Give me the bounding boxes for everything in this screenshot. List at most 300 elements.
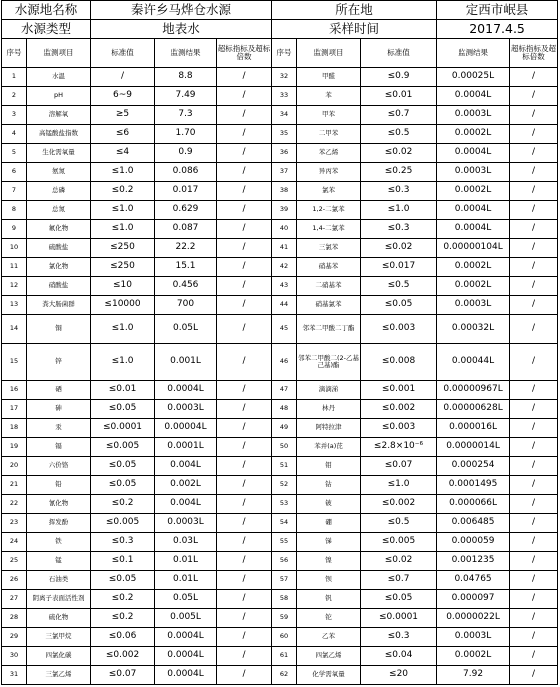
table-row (2, 571, 558, 590)
row-no: 41 (272, 239, 297, 258)
exceed-value: / (510, 68, 558, 87)
item-name: 总磷 (27, 182, 91, 201)
standard-value: ≤0.5 (361, 514, 437, 533)
standard-value: ≤0.3 (361, 182, 437, 201)
standard-value: ≤0.05 (91, 571, 155, 590)
table-row (2, 106, 558, 125)
standard-value: ≤1.0 (91, 344, 155, 381)
item-name: 高锰酸盐指数 (27, 125, 91, 144)
result-value: 0.00004L (155, 419, 217, 438)
result-value: 0.0003L (155, 514, 217, 533)
result-value: 0.0003L (155, 400, 217, 419)
col-header-exceed-2: 超标指标及超标倍数 (510, 39, 558, 68)
row-no: 12 (2, 277, 27, 296)
row-no: 33 (272, 87, 297, 106)
col-header-result-2: 监测结果 (437, 39, 510, 68)
item-name: 水温 (27, 68, 91, 87)
row-no: 32 (272, 68, 297, 87)
row-no: 6 (2, 163, 27, 182)
item-name: 滴滴涕 (297, 381, 361, 400)
result-value: 0.0002L (437, 258, 510, 277)
standard-value: ≤0.2 (91, 495, 155, 514)
table-row (2, 144, 558, 163)
item-name: 钴 (297, 476, 361, 495)
row-no: 58 (272, 590, 297, 609)
exceed-value: / (510, 277, 558, 296)
item-name: 锌 (27, 344, 91, 381)
standard-value: ≤250 (91, 258, 155, 277)
exceed-value: / (510, 258, 558, 277)
item-name: 四氯化碳 (27, 647, 91, 666)
standard-value: ≤1.0 (361, 201, 437, 220)
row-no: 36 (272, 144, 297, 163)
table-row (2, 277, 558, 296)
standard-value: ≤0.5 (361, 125, 437, 144)
item-name: 硫化物 (27, 609, 91, 628)
standard-value: ≤1.0 (361, 476, 437, 495)
row-no: 56 (272, 552, 297, 571)
col-header-item: 监测项目 (27, 39, 91, 68)
header-row-1 (2, 1, 558, 20)
row-no: 37 (272, 163, 297, 182)
exceed-value: / (510, 647, 558, 666)
row-no: 26 (2, 571, 27, 590)
standard-value: ≤1.0 (91, 163, 155, 182)
header-row-2 (2, 20, 558, 39)
standard-value: ≤0.002 (91, 647, 155, 666)
standard-value: ≤0.0001 (91, 419, 155, 438)
result-value: 0.0002L (437, 647, 510, 666)
item-name: 石油类 (27, 571, 91, 590)
result-value: 0.0002L (437, 125, 510, 144)
exceed-value: / (217, 144, 272, 163)
exceed-value: / (217, 476, 272, 495)
row-no: 15 (2, 344, 27, 381)
source-name-label: 水源地名称 (2, 1, 91, 20)
row-no: 51 (272, 457, 297, 476)
item-name: 汞 (27, 419, 91, 438)
row-no: 29 (2, 628, 27, 647)
row-no: 35 (272, 125, 297, 144)
result-value: 0.001L (155, 344, 217, 381)
item-name: 锰 (27, 552, 91, 571)
result-value: 0.00000967L (437, 381, 510, 400)
item-name: pH (27, 87, 91, 106)
standard-value: ≥5 (91, 106, 155, 125)
exceed-value: / (217, 438, 272, 457)
standard-value: ≤0.02 (361, 144, 437, 163)
table-row (2, 182, 558, 201)
exceed-value: / (217, 419, 272, 438)
item-name: 阿特拉津 (297, 419, 361, 438)
row-no: 4 (2, 125, 27, 144)
standard-value: ≤0.002 (361, 495, 437, 514)
table-row (2, 495, 558, 514)
result-value: 0.000066L (437, 495, 510, 514)
item-name: 硝酸盐 (27, 277, 91, 296)
row-no: 49 (272, 419, 297, 438)
exceed-value: / (510, 571, 558, 590)
standard-value: ≤0.06 (91, 628, 155, 647)
result-value: 0.0000022L (437, 609, 510, 628)
result-value: 0.0004L (155, 647, 217, 666)
item-name: 钡 (297, 571, 361, 590)
exceed-value: / (510, 666, 558, 685)
exceed-value: / (217, 457, 272, 476)
table-row (2, 533, 558, 552)
item-name: 二甲苯 (297, 125, 361, 144)
result-value: 0.03L (155, 533, 217, 552)
standard-value: ≤0.01 (91, 381, 155, 400)
item-name: 硫酸盐 (27, 239, 91, 258)
exceed-value: / (217, 666, 272, 685)
item-name: 乙苯 (297, 628, 361, 647)
row-no: 44 (272, 296, 297, 315)
item-name: 三氯苯 (297, 239, 361, 258)
exceed-value: / (510, 106, 558, 125)
exceed-value: / (510, 144, 558, 163)
item-name: 铍 (297, 495, 361, 514)
row-no: 24 (2, 533, 27, 552)
standard-value: / (91, 68, 155, 87)
row-no: 45 (272, 315, 297, 344)
row-no: 48 (272, 400, 297, 419)
table-row (2, 609, 558, 628)
item-name: 钼 (297, 457, 361, 476)
standard-value: ≤0.2 (91, 590, 155, 609)
item-name: 氟化物 (27, 220, 91, 239)
row-no: 61 (272, 647, 297, 666)
standard-value: ≤0.9 (361, 68, 437, 87)
exceed-value: / (217, 400, 272, 419)
standard-value: ≤0.5 (361, 277, 437, 296)
col-header-no: 序号 (2, 39, 27, 68)
result-value: 0.000254 (437, 457, 510, 476)
standard-value: ≤6 (91, 125, 155, 144)
table-row (2, 457, 558, 476)
row-no: 55 (272, 533, 297, 552)
exceed-value: / (217, 552, 272, 571)
result-value: 0.00032L (437, 315, 510, 344)
result-value: 7.49 (155, 87, 217, 106)
col-header-standard: 标准值 (91, 39, 155, 68)
exceed-value: / (510, 476, 558, 495)
result-value: 0.004L (155, 457, 217, 476)
table-row (2, 220, 558, 239)
exceed-value: / (510, 533, 558, 552)
row-no: 14 (2, 315, 27, 344)
result-value: 0.0004L (437, 87, 510, 106)
standard-value: ≤0.017 (361, 258, 437, 277)
standard-value: ≤0.05 (91, 400, 155, 419)
column-header-row (2, 39, 558, 68)
standard-value: ≤2.8×10⁻⁶ (361, 438, 437, 457)
result-value: 0.0004L (437, 220, 510, 239)
result-value: 0.000016L (437, 419, 510, 438)
row-no: 1 (2, 68, 27, 87)
result-value: 0.0002L (437, 277, 510, 296)
col-header-standard-2: 标准值 (361, 39, 437, 68)
col-header-item-2: 监测项目 (297, 39, 361, 68)
row-no: 52 (272, 476, 297, 495)
result-value: 0.0004L (155, 381, 217, 400)
row-no: 16 (2, 381, 27, 400)
row-no: 60 (272, 628, 297, 647)
standard-value: ≤0.02 (361, 239, 437, 258)
item-name: 氰化物 (27, 495, 91, 514)
standard-value: ≤0.01 (361, 87, 437, 106)
result-value: 0.0000014L (437, 438, 510, 457)
exceed-value: / (217, 106, 272, 125)
item-name: 硒 (27, 381, 91, 400)
table-row (2, 87, 558, 106)
source-type-label: 水源类型 (2, 20, 91, 39)
row-no: 27 (2, 590, 27, 609)
exceed-value: / (217, 68, 272, 87)
exceed-value: / (217, 381, 272, 400)
exceed-value: / (217, 258, 272, 277)
exceed-value: / (217, 277, 272, 296)
result-value: 15.1 (155, 258, 217, 277)
item-name: 阴离子表面活性剂 (27, 590, 91, 609)
source-name-value: 秦许乡马烨仓水源 (91, 1, 272, 20)
item-name: 化学需氧量 (297, 666, 361, 685)
row-no: 13 (2, 296, 27, 315)
exceed-value: / (217, 647, 272, 666)
result-value: 0.087 (155, 220, 217, 239)
item-name: 挥发酚 (27, 514, 91, 533)
row-no: 54 (272, 514, 297, 533)
row-no: 23 (2, 514, 27, 533)
result-value: 0.00025L (437, 68, 510, 87)
exceed-value: / (217, 533, 272, 552)
table-row (2, 239, 558, 258)
item-name: 苯 (297, 87, 361, 106)
result-value: 0.004L (155, 495, 217, 514)
row-no: 57 (272, 571, 297, 590)
exceed-value: / (217, 239, 272, 258)
row-no: 39 (272, 201, 297, 220)
standard-value: ≤4 (91, 144, 155, 163)
row-no: 11 (2, 258, 27, 277)
result-value: 0.0002L (437, 182, 510, 201)
item-name: 钒 (297, 590, 361, 609)
col-header-exceed: 超标指标及超标倍数 (217, 39, 272, 68)
table-row (2, 514, 558, 533)
exceed-value: / (510, 514, 558, 533)
result-value: 0.0003L (437, 163, 510, 182)
exceed-value: / (217, 87, 272, 106)
exceed-value: / (217, 495, 272, 514)
sampling-time-value: 2017.4.5 (437, 20, 558, 39)
col-header-no-2: 序号 (272, 39, 297, 68)
exceed-value: / (510, 457, 558, 476)
exceed-value: / (510, 609, 558, 628)
exceed-value: / (217, 571, 272, 590)
result-value: 0.456 (155, 277, 217, 296)
row-no: 42 (272, 258, 297, 277)
standard-value: ≤0.005 (91, 514, 155, 533)
exceed-value: / (510, 182, 558, 201)
table-row (2, 315, 558, 344)
standard-value: ≤0.001 (361, 381, 437, 400)
exceed-value: / (510, 438, 558, 457)
table-row (2, 381, 558, 400)
item-name: 铊 (297, 609, 361, 628)
result-value: 0.0003L (437, 106, 510, 125)
result-value: 0.0004L (437, 201, 510, 220)
item-name: 氯化物 (27, 258, 91, 277)
row-no: 28 (2, 609, 27, 628)
exceed-value: / (510, 315, 558, 344)
standard-value: ≤1.0 (91, 220, 155, 239)
item-name: 二硝基苯 (297, 277, 361, 296)
item-name: 砷 (27, 400, 91, 419)
row-no: 62 (272, 666, 297, 685)
result-value: 1.70 (155, 125, 217, 144)
item-name: 锑 (297, 533, 361, 552)
result-value: 0.01L (155, 571, 217, 590)
result-value: 22.2 (155, 239, 217, 258)
col-header-result: 监测结果 (155, 39, 217, 68)
exceed-value: / (217, 514, 272, 533)
result-value: 0.0004L (437, 144, 510, 163)
item-name: 粪大肠菌群 (27, 296, 91, 315)
standard-value: ≤0.07 (91, 666, 155, 685)
item-name: 铜 (27, 315, 91, 344)
row-no: 31 (2, 666, 27, 685)
result-value: 0.000097 (437, 590, 510, 609)
exceed-value: / (217, 628, 272, 647)
row-no: 43 (272, 277, 297, 296)
water-quality-table (1, 0, 558, 685)
table-row (2, 647, 558, 666)
standard-value: ≤0.05 (91, 476, 155, 495)
exceed-value: / (510, 87, 558, 106)
sampling-time-label: 采样时间 (272, 20, 437, 39)
row-no: 19 (2, 438, 27, 457)
standard-value: ≤0.04 (361, 647, 437, 666)
exceed-value: / (217, 315, 272, 344)
row-no: 30 (2, 647, 27, 666)
location-label: 所在地 (272, 1, 437, 20)
exceed-value: / (510, 400, 558, 419)
exceed-value: / (510, 590, 558, 609)
source-type-value: 地表水 (91, 20, 272, 39)
result-value: 0.05L (155, 590, 217, 609)
row-no: 3 (2, 106, 27, 125)
table-row (2, 125, 558, 144)
standard-value: ≤0.7 (361, 106, 437, 125)
standard-value: ≤0.05 (361, 296, 437, 315)
table-row (2, 438, 558, 457)
exceed-value: / (217, 125, 272, 144)
standard-value: ≤0.05 (361, 590, 437, 609)
exceed-value: / (510, 419, 558, 438)
exceed-value: / (217, 609, 272, 628)
row-no: 7 (2, 182, 27, 201)
item-name: 铁 (27, 533, 91, 552)
result-value: 0.017 (155, 182, 217, 201)
row-no: 50 (272, 438, 297, 457)
item-name: 总氮 (27, 201, 91, 220)
standard-value: ≤0.25 (361, 163, 437, 182)
table-row (2, 628, 558, 647)
table-row (2, 201, 558, 220)
standard-value: ≤10000 (91, 296, 155, 315)
item-name: 三氯甲烷 (27, 628, 91, 647)
row-no: 21 (2, 476, 27, 495)
standard-value: ≤1.0 (91, 315, 155, 344)
location-value: 定西市岷县 (437, 1, 558, 20)
exceed-value: / (510, 296, 558, 315)
table-row (2, 476, 558, 495)
standard-value: ≤0.7 (361, 571, 437, 590)
result-value: 8.8 (155, 68, 217, 87)
standard-value: ≤0.05 (91, 457, 155, 476)
standard-value: ≤0.005 (91, 438, 155, 457)
row-no: 38 (272, 182, 297, 201)
standard-value: 6~9 (91, 87, 155, 106)
row-no: 17 (2, 400, 27, 419)
result-value: 0.0001495 (437, 476, 510, 495)
standard-value: ≤0.003 (361, 315, 437, 344)
table-row (2, 258, 558, 277)
exceed-value: / (510, 381, 558, 400)
exceed-value: / (510, 239, 558, 258)
standard-value: ≤0.3 (361, 628, 437, 647)
row-no: 9 (2, 220, 27, 239)
table-row (2, 296, 558, 315)
item-name: 硝基氯苯 (297, 296, 361, 315)
exceed-value: / (510, 344, 558, 381)
row-no: 18 (2, 419, 27, 438)
item-name: 1,4-二氯苯 (297, 220, 361, 239)
table-row (2, 666, 558, 685)
result-value: 0.001235 (437, 552, 510, 571)
standard-value: ≤0.02 (361, 552, 437, 571)
result-value: 0.00044L (437, 344, 510, 381)
item-name: 镍 (297, 552, 361, 571)
item-name: 异丙苯 (297, 163, 361, 182)
item-name: 氨氮 (27, 163, 91, 182)
exceed-value: / (510, 552, 558, 571)
result-value: 0.006485 (437, 514, 510, 533)
item-name: 生化需氧量 (27, 144, 91, 163)
exceed-value: / (510, 201, 558, 220)
exceed-value: / (217, 344, 272, 381)
standard-value: ≤10 (91, 277, 155, 296)
table-row (2, 419, 558, 438)
table-row (2, 344, 558, 381)
row-no: 46 (272, 344, 297, 381)
table-row (2, 590, 558, 609)
result-value: 0.0004L (155, 628, 217, 647)
exceed-value: / (217, 163, 272, 182)
item-name: 硼 (297, 514, 361, 533)
item-name: 邻苯二甲酸二(2-乙基己基)酯 (297, 344, 361, 381)
result-value: 0.005L (155, 609, 217, 628)
item-name: 六价铬 (27, 457, 91, 476)
result-value: 0.01L (155, 552, 217, 571)
result-value: 0.629 (155, 201, 217, 220)
item-name: 三氯乙烯 (27, 666, 91, 685)
result-value: 7.92 (437, 666, 510, 685)
result-value: 0.00000628L (437, 400, 510, 419)
item-name: 铅 (27, 476, 91, 495)
exceed-value: / (217, 182, 272, 201)
row-no: 20 (2, 457, 27, 476)
